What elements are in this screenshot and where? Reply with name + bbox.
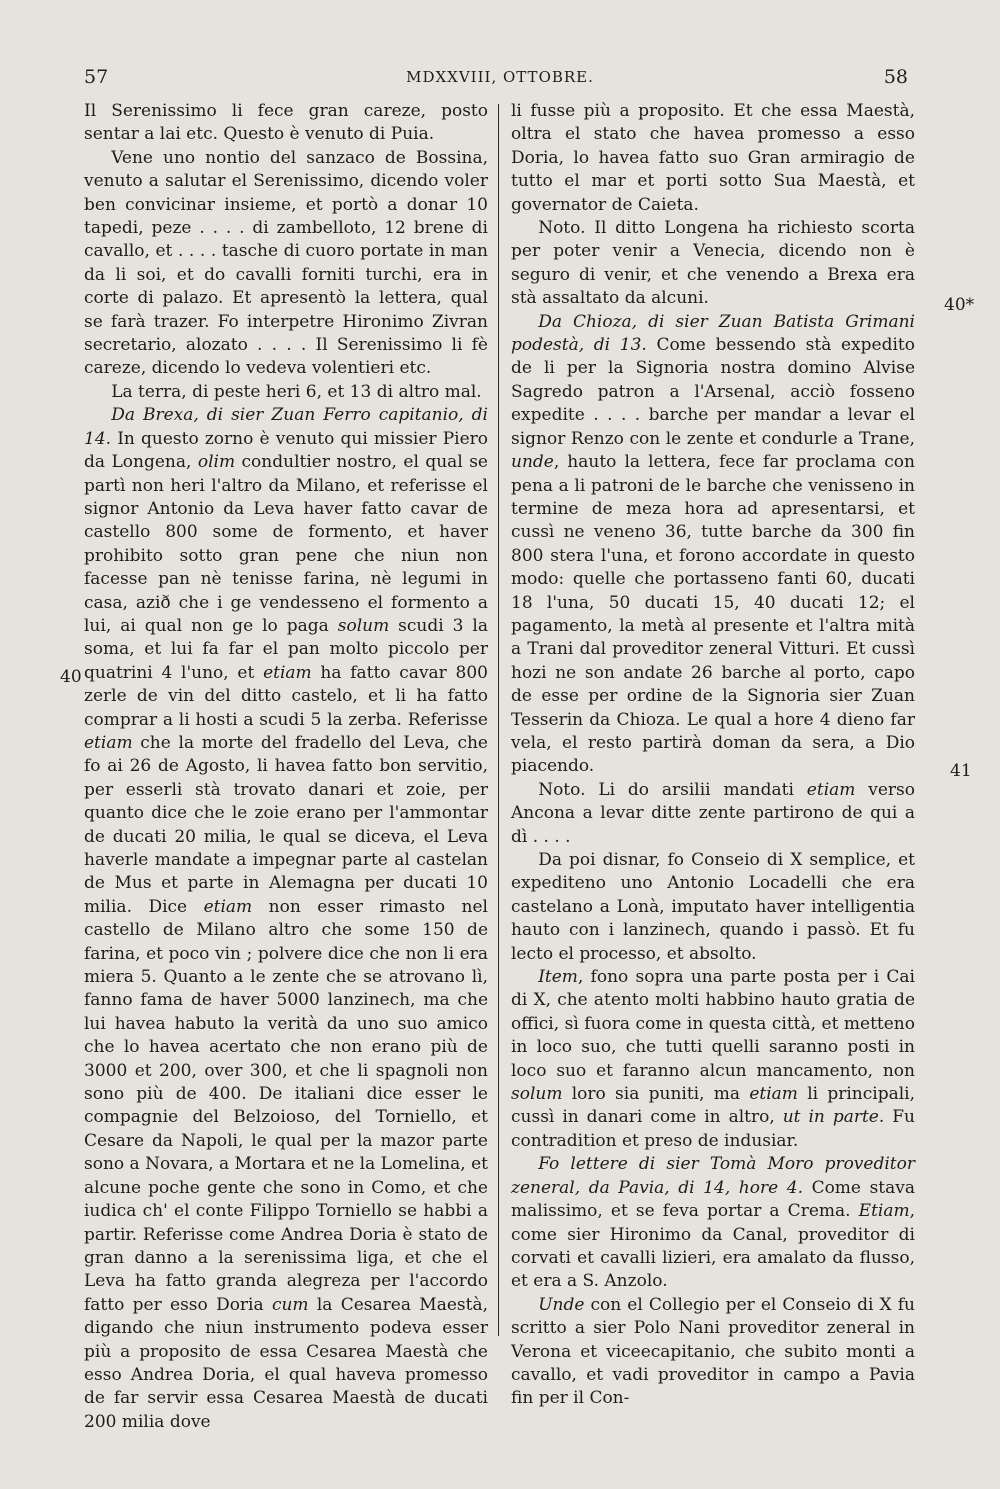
letter-heading: Da Chioza, di sier Zuan Batista Grimani podestà, di 13.	[511, 311, 915, 356]
paragraph: Noto. Li do arsilii mandati etiam verso Ancona a levar ditte zente partirono de qui a dì . . . .	[511, 779, 915, 847]
paragraph: Item, fono sopra una parte posta per i Cai di X, che atento molti habbino hauto gratia de offici, sì fuora come in questa città, et metteno in loco suo, che tutti quelli saranno posti in loco suo et faranno alcun mancamento, non solum loro sia puniti, ma etiam li principali, cussì in danari come in altro, ut in parte. Fu contradition et preso de indusiar.	[511, 967, 915, 1151]
paragraph: Fo lettere di sier Tomà Moro proveditor zeneral, da Pavia, di 14, hore 4. Come stava malissimo, et se feva portar a Crema. Etiam, come sier Hironimo da Canal, proveditor di corvati et cavalli lizieri, era amalato da flusso, et era a S. Anzolo.	[511, 1154, 916, 1292]
letter-heading: Da Brexa, di sier Zuan Ferro capitanio, di 14.	[84, 405, 488, 449]
right-column	[511, 100, 915, 1411]
paragraph: Il Serenissimo li fece gran careze, posto sentar a lai etc. Questo è venuto di Puia.	[84, 101, 488, 145]
paragraph: Da Chioza, di sier Zuan Batista Grimani podestà, di 13. Come bessendo stà expedito de li per la Signoria nostra domino Alvise Sagredo patron a l'Arsenal, acciò fosseno expedite . . . . barche per mandar a levar el signor Renzo con le zente et condurle a Trane, unde, hauto la lettera, fece far proclama con pena a li patroni de le barche che venisseno in termine de meza hora ad apresentarsi, et cussì ne veneno 36, tutte barche da 300 fin 800 stera l'una, et forono accordate in questo modo: quelle che portasseno fanti 60, ducati 18 l'una, 50 ducati 15, 40 ducati 12; el pagamento, la metà al presente et l'altra mità a Trani dal proveditor zeneral Vitturi. Et cussì hozi ne son andate 26 barche al porto, capo de esse per ordine de la Signoria sier Zuan Tesserin da Chioza. Le qual a hore 4 dieno far vela, el resto partirà doman da sera, a Dio piacendo.	[511, 311, 915, 777]
paragraph: Da poi disnar, fo Conseio di X semplice, et expediteno uno Antonio Locadelli che era castelano a Lonà, imputato haver intelligentia hauto con i lanzinech, quando i passò. Et fu lecto el processo, et absolto.	[511, 850, 915, 964]
paragraph: Vene uno nontio del sanzaco de Bossina, venuto a salutar el Serenissimo, dicendo voler ben convicinar insieme, et portò a donar 10 tapedi, peze . . . . di zambelloto, 12 brene di cavallo, et . . . . tasche di cuoro portate in man da li soi, et do cavalli forniti turchi, era in corte di palazo. Et apresentò la lettera, qual se farà trazer. Fo interpetre Hironimo Zivran secretario, alozato . . . . Il Serenissimo li fè careze, dicendo lo vedeva volentieri etc.	[84, 147, 488, 379]
margin-folio-number-40: 40*	[944, 295, 975, 315]
running-head: MDXXVIII, OTTOBRE.	[406, 68, 594, 86]
page-number-left: 57	[84, 66, 109, 88]
left-column	[84, 100, 488, 1434]
page-header	[0, 66, 1000, 92]
paragraph: Noto. Il ditto Longena ha richiesto scorta per poter venir a Venecia, dicendo non è seguro di venir, et che venendo a Brexa era stà assaltato da alcuni.	[511, 218, 915, 309]
margin-folio-number-41: 41	[950, 761, 972, 781]
margin-line-number-left: 40	[60, 667, 82, 687]
paragraph: La terra, di peste heri 6, et 13 di altro mal.	[111, 381, 482, 402]
column-divider	[498, 104, 499, 1336]
letter-heading: Fo lettere di sier Tomà Moro proveditor zeneral, da Pavia, di 14, hore 4.	[511, 1154, 915, 1198]
paragraph: Da Brexa, di sier Zuan Ferro capitanio, di 14. In questo zorno è venuto qui missier Piero da Longena, olim condultier nostro, el qual se partì non heri l'altro da Milano, et referisse el signor Antonio da Leva haver fatto cavar de castello 800 some de formento, et haver prohibito sotto gran pene che niun non facesse pan nè tenisse farina, nè legumi in casa, azið che i ge vendesseno el formento a lui, ai qual non ge lo paga solum scudi 3 la soma, et lui fa far el pan molto piccolo per quatrini 4 l'uno, et etiam ha fatto cavar 800 zerle de vin del ditto castelo, et li ha fatto comprar a li hosti a scudi 5 la zerba. Referisse etiam che la morte del fradello del Leva, che fo ai 26 de Agosto, li havea fatto bon servitio, per esserli stà trovato danari et zoie, per quanto dice che le zoie erano per l'ammontar de ducati 20 milia, le qual se diceva, el Leva haverle mandate a impegnar parte al castelan de Mus et parte in Alemagna per ducati 10 milia. Dice etiam non esser rimasto nel castello de Milano altro che some 150 de farina, et poco vin ; polvere dice che non li era miera 5. Quanto a le zente che se atrovano lì, fanno fama de haver 5000 lanzinech, ma che lui havea habuto la verità da uno suo amico che lo havea acertato che non erano più de 3000 et 200, over 300, et che li spagnoli non sono più de 400. De italiani dice esser le compagnie del Belzoioso, del Torniello, et Cesare da Napoli, le qual per la mazor parte sono a Novara, a Mortara et ne la Lomelina, et alcune poche gente che sono in Como, et che iudica ch' el conte Filippo Torniello se habbi a partir. Referisse come Andrea Doria è stato de gran danno a la serenissima liga, et che el Leva ha fatto granda alegreza per l'accordo fatto per esso Doria cum la Cesarea Maestà, digando che niun instrumento podeva esser più a proposito de essa Cesarea Maestà che esso Andrea Doria, el qual haveva promesso de far servir essa Cesarea Maestà de ducati 200 milia dove	[84, 405, 488, 1432]
paragraph: Unde con el Collegio per el Conseio di X fu scritto a sier Polo Nani proveditor zeneral in Verona et viceecapitanio, che subito monti a cavallo, et vadi proveditor in campo a Pavia fin per il Con-	[511, 1294, 915, 1409]
page-number-right: 58	[883, 66, 908, 88]
paragraph: li fusse più a proposito. Et che essa Maestà, oltra el stato che havea promesso a esso Doria, lo havea fatto suo Gran armiragio de tutto el mar et porti sotto Sua Maestà, et governator de Caieta.	[511, 101, 915, 215]
